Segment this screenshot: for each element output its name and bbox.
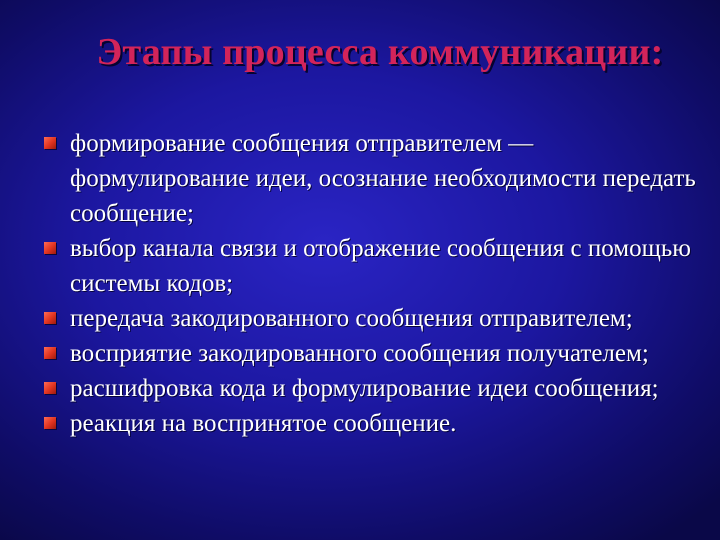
bullet-item [42, 336, 712, 371]
bullet-item [42, 301, 712, 336]
bullet-item [42, 126, 712, 231]
bullet-text: формирование сообщения отправителем — формулирование идеи, осознание необходимости передать сообщение; [70, 130, 696, 227]
square-bullet-icon [44, 417, 56, 429]
bullet-item [42, 371, 712, 406]
square-bullet-icon [44, 312, 56, 324]
slide-title: Этапы процесса коммуникации: [96, 31, 664, 73]
bullet-text: реакция на воспринятое сообщение. [70, 410, 457, 437]
bullet-list [42, 126, 712, 441]
square-bullet-icon [44, 347, 56, 359]
bullet-text: восприятие закодированного сообщения получателем; [70, 340, 649, 367]
square-bullet-icon [44, 382, 56, 394]
bullet-text: выбор канала связи и отображение сообщения с помощью системы кодов; [70, 235, 691, 297]
bullet-item [42, 231, 712, 301]
bullet-text: передача закодированного сообщения отправителем; [70, 305, 633, 332]
bullet-text: расшифровка кода и формулирование идеи сообщения; [70, 375, 659, 402]
square-bullet-icon [44, 242, 56, 254]
square-bullet-icon [44, 137, 56, 149]
bullet-item [42, 406, 712, 441]
